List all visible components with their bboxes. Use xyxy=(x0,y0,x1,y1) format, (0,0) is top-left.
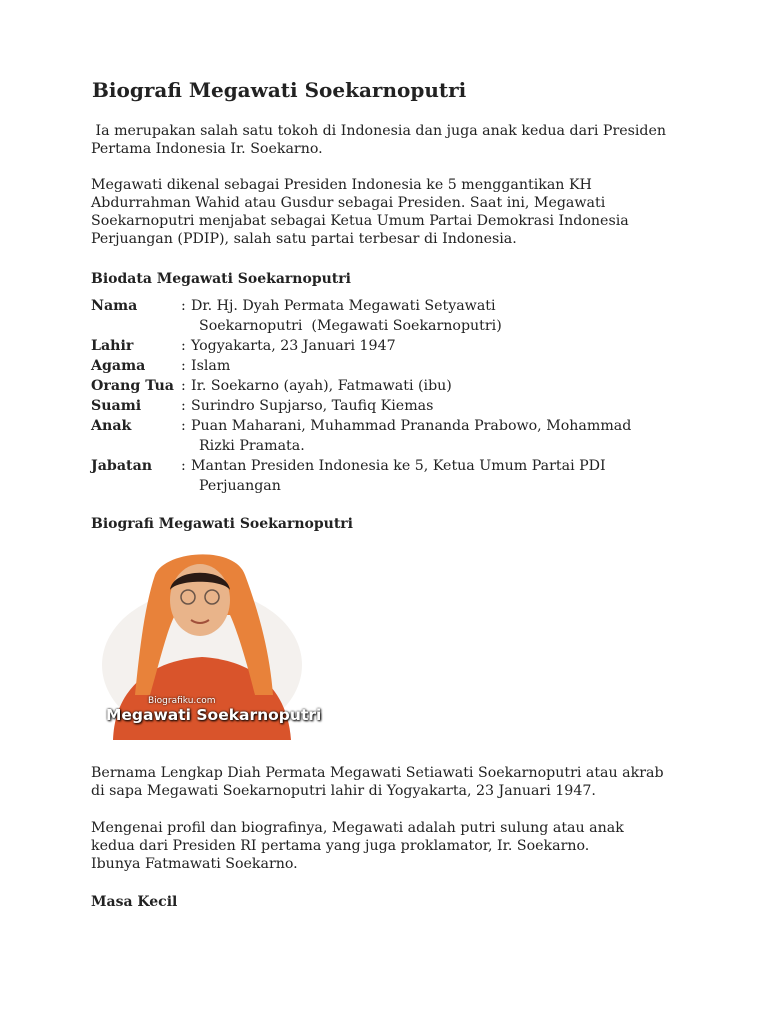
value-line: Rizki Pramata. xyxy=(199,438,305,454)
biodata-value xyxy=(191,296,691,336)
biodata-row-orang-tua xyxy=(91,376,691,396)
paragraph-line: di sapa Megawati Soekarnoputri lahir di Yogyakarta, 23 Januari 1947. xyxy=(91,783,596,799)
biodata-colon: : xyxy=(181,418,186,434)
biodata-key: Nama xyxy=(91,298,138,314)
biodata-table xyxy=(91,296,691,496)
paragraph-line: Bernama Lengkap Diah Permata Megawati Setiawati Soekarnoputri atau akrab xyxy=(91,765,664,781)
biodata-value xyxy=(191,456,691,496)
biodata-row-anak xyxy=(91,416,691,456)
biodata-value xyxy=(191,336,691,356)
biodata-colon: : xyxy=(181,338,186,354)
value-line: Dr. Hj. Dyah Permata Megawati Setyawati xyxy=(191,298,496,314)
paragraph-line: Ia merupakan salah satu tokoh di Indonesia dan juga anak kedua dari Presiden xyxy=(91,123,667,139)
intro-paragraph xyxy=(91,122,691,158)
full-name-paragraph xyxy=(91,764,691,800)
biodata-value xyxy=(191,396,691,416)
profile-paragraph xyxy=(91,819,691,873)
value-line: Soekarnoputri (Megawati Soekarnoputri) xyxy=(199,318,502,334)
paragraph-line: kedua dari Presiden RI pertama yang juga proklamator, Ir. Soekarno. xyxy=(91,838,590,854)
biodata-colon: : xyxy=(181,298,186,314)
paragraph-line: Megawati dikenal sebagai Presiden Indonesia ke 5 menggantikan KH xyxy=(91,177,592,193)
paragraph-line: Mengenai profil dan biografinya, Megawati adalah putri sulung atau anak xyxy=(91,820,624,836)
value-line: Mantan Presiden Indonesia ke 5, Ketua Umum Partai PDI xyxy=(191,458,606,474)
biodata-row-jabatan xyxy=(91,456,691,496)
biodata-key: Suami xyxy=(91,398,142,414)
presidency-paragraph xyxy=(91,176,691,248)
biodata-value xyxy=(191,376,691,396)
biodata-colon: : xyxy=(181,458,186,474)
photo-watermark: Biografiku.com xyxy=(148,696,216,706)
paragraph-line: Pertama Indonesia Ir. Soekarno. xyxy=(91,141,323,157)
biodata-row-lahir xyxy=(91,336,691,356)
biodata-key: Lahir xyxy=(91,338,134,354)
paragraph-line: Ibunya Fatmawati Soekarno. xyxy=(91,856,298,872)
value-line: Puan Maharani, Muhammad Prananda Prabowo, Mohammad xyxy=(191,418,632,434)
biodata-value xyxy=(191,416,691,456)
biodata-key: Orang Tua xyxy=(91,378,174,394)
value-line: Perjuangan xyxy=(199,478,281,494)
biodata-key: Anak xyxy=(91,418,132,434)
biodata-key: Agama xyxy=(91,358,146,374)
value-line: Yogyakarta, 23 Januari 1947 xyxy=(191,338,396,354)
biodata-heading: Biodata Megawati Soekarnoputri xyxy=(91,271,351,287)
biodata-row-agama xyxy=(91,356,691,376)
paragraph-line: Perjuangan (PDIP), salah satu partai terbesar di Indonesia. xyxy=(91,231,517,247)
biodata-row-nama xyxy=(91,296,691,336)
paragraph-line: Soekarnoputri menjabat sebagai Ketua Umum Partai Demokrasi Indonesia xyxy=(91,213,629,229)
value-line: Ir. Soekarno (ayah), Fatmawati (ibu) xyxy=(191,378,452,394)
biodata-row-suami xyxy=(91,396,691,416)
biodata-colon: : xyxy=(181,398,186,414)
biodata-key: Jabatan xyxy=(91,458,153,474)
value-line: Surindro Supjarso, Taufiq Kiemas xyxy=(191,398,434,414)
biografi-heading: Biografi Megawati Soekarnoputri xyxy=(91,516,353,532)
biodata-value xyxy=(191,356,691,376)
photo-caption: Megawati Soekarnoputri xyxy=(106,706,322,724)
biodata-colon: : xyxy=(181,378,186,394)
biodata-colon: : xyxy=(181,358,186,374)
page-title: Biografi Megawati Soekarnoputri xyxy=(92,78,467,102)
masa-kecil-heading: Masa Kecil xyxy=(91,894,178,910)
paragraph-line: Abdurrahman Wahid atau Gusdur sebagai Presiden. Saat ini, Megawati xyxy=(91,195,606,211)
value-line: Islam xyxy=(191,358,231,374)
